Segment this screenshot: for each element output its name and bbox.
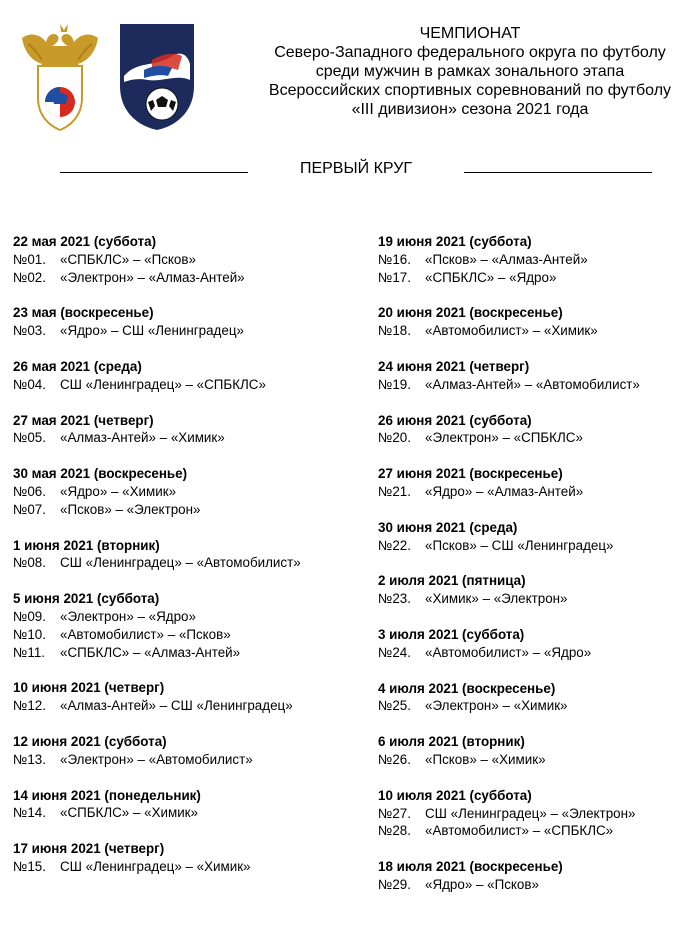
match-date: 26 мая 2021 (среда) [13, 358, 142, 374]
match-date: 2 июля 2021 (пятница) [378, 573, 526, 589]
match-row [13, 751, 358, 769]
match-day [13, 733, 358, 769]
rfs-logo [22, 24, 98, 130]
match-teams: «Электрон» – «Автомобилист» [60, 751, 253, 767]
match-number: №06. [13, 483, 46, 499]
match-date: 5 июня 2021 (суббота) [13, 591, 160, 607]
match-row [378, 876, 693, 894]
match-day [13, 304, 358, 340]
match-date: 24 июня 2021 (четверг) [378, 358, 530, 374]
match-row [13, 858, 358, 876]
match-number: №03. [13, 323, 46, 339]
match-row [378, 269, 693, 287]
match-number: №26. [378, 751, 411, 767]
match-date: 12 июня 2021 (суббота) [13, 733, 167, 749]
match-row [378, 751, 693, 769]
match-teams: СШ «Ленинградец» – «СПБКЛС» [60, 376, 266, 392]
match-day [378, 787, 693, 840]
match-teams: «Псков» – «Химик» [425, 751, 546, 767]
match-teams: «СПБКЛС» – «Химик» [60, 805, 198, 821]
match-number: №08. [13, 555, 46, 571]
match-date: 30 мая 2021 (воскресенье) [13, 466, 188, 482]
title-line-4: Всероссийских спортивных соревнований по футболу [268, 82, 672, 99]
round-heading [60, 160, 652, 180]
match-date: 27 мая 2021 (четверг) [13, 412, 154, 428]
match-teams: «Ядро» – «Химик» [60, 483, 177, 499]
match-row [13, 608, 358, 626]
match-row [13, 501, 358, 519]
match-teams: «Ядро» – «Псков» [425, 876, 539, 892]
match-row [13, 804, 358, 822]
match-teams: «Автомобилист» – «СПБКЛС» [425, 823, 614, 839]
match-teams: СШ «Ленинградец» – «Электрон» [425, 805, 636, 821]
match-date: 30 июня 2021 (среда) [378, 519, 518, 535]
match-day [378, 858, 693, 894]
match-row [378, 590, 693, 608]
match-day [13, 840, 358, 876]
match-day [13, 787, 358, 823]
match-day [378, 358, 693, 394]
match-day [13, 590, 358, 661]
match-date: 3 июля 2021 (суббота) [378, 626, 525, 642]
match-date: 4 июля 2021 (воскресенье) [378, 680, 556, 696]
match-number: №22. [378, 537, 411, 553]
match-date: 10 июня 2021 (четверг) [13, 680, 165, 696]
match-number: №10. [13, 626, 46, 642]
match-day [378, 233, 693, 286]
match-row [13, 697, 358, 715]
match-row [378, 644, 693, 662]
match-teams: СШ «Ленинградец» – «Химик» [60, 858, 251, 874]
match-number: №07. [13, 501, 46, 517]
match-teams: «Ядро» – СШ «Ленинградец» [60, 323, 244, 339]
match-teams: «Электрон» – «СПБКЛС» [425, 430, 583, 446]
match-teams: «Ядро» – «Алмаз-Антей» [425, 483, 584, 499]
match-row [13, 626, 358, 644]
match-number: №02. [13, 269, 46, 285]
championship-title [250, 24, 690, 119]
title-line-2: Северо-Западного федерального округа по футболу [274, 44, 666, 61]
title-line-3: среди мужчин в рамках зонального этапа [315, 63, 625, 80]
match-teams: «Алмаз-Антей» – СШ «Ленинградец» [60, 698, 293, 714]
match-teams: «Псков» – «Алмаз-Антей» [425, 251, 588, 267]
match-number: №15. [13, 858, 46, 874]
match-number: №25. [378, 698, 411, 714]
match-date: 26 июня 2021 (суббота) [378, 412, 532, 428]
match-number: №29. [378, 876, 411, 892]
match-number: №04. [13, 376, 46, 392]
match-day [378, 572, 693, 608]
match-day [13, 465, 358, 518]
match-number: №16. [378, 251, 411, 267]
match-teams: «Электрон» – «Алмаз-Антей» [60, 269, 245, 285]
match-teams: «Автомобилист» – «Химик» [425, 323, 598, 339]
match-row [13, 251, 358, 269]
match-row [378, 822, 693, 840]
match-day [13, 358, 358, 394]
match-date: 14 июня 2021 (понедельник) [13, 787, 201, 803]
schedule-column-left [13, 233, 358, 894]
round-label: ПЕРВЫЙ КРУГ [299, 160, 413, 177]
match-day [378, 465, 693, 501]
match-row [378, 376, 693, 394]
match-number: №14. [13, 805, 46, 821]
match-teams: «Электрон» – «Ядро» [60, 608, 196, 624]
nw-logo [120, 24, 194, 130]
match-day [13, 679, 358, 715]
match-day [13, 233, 358, 286]
match-day [378, 626, 693, 662]
match-row [378, 483, 693, 501]
match-number: №11. [13, 644, 45, 660]
match-teams: СШ «Ленинградец» – «Автомобилист» [60, 555, 301, 571]
match-teams: «Алмаз-Антей» – «Химик» [60, 430, 225, 446]
match-number: №28. [378, 823, 411, 839]
match-date: 22 мая 2021 (суббота) [13, 234, 157, 249]
match-number: №13. [13, 751, 46, 767]
match-number: №01. [13, 251, 46, 267]
match-date: 20 июня 2021 (воскресенье) [378, 305, 563, 321]
match-row [13, 322, 358, 340]
match-date: 19 июня 2021 (суббота) [378, 234, 532, 249]
match-date: 10 июля 2021 (суббота) [378, 787, 532, 803]
match-row [13, 483, 358, 501]
match-number: №18. [378, 323, 411, 339]
match-day [378, 680, 693, 716]
match-day [13, 412, 358, 448]
match-date: 6 июля 2021 (вторник) [378, 734, 525, 750]
match-date: 18 июля 2021 (воскресенье) [378, 859, 563, 875]
match-day [378, 519, 693, 555]
match-teams: «Автомобилист» – «Псков» [60, 626, 231, 642]
match-teams: «СПБКЛС» – «Псков» [60, 251, 196, 267]
match-day [13, 537, 358, 573]
match-day [378, 412, 693, 448]
match-row [13, 376, 358, 394]
match-date: 23 мая (воскресенье) [13, 305, 154, 321]
match-row [378, 537, 693, 555]
match-date: 1 июня 2021 (вторник) [13, 537, 160, 553]
match-row [378, 429, 693, 447]
match-number: №05. [13, 430, 46, 446]
match-row [13, 554, 358, 572]
match-teams: «Автомобилист» – «Ядро» [425, 644, 592, 660]
match-number: №21. [378, 483, 411, 499]
match-number: №20. [378, 430, 411, 446]
divider-right [464, 172, 652, 173]
title-line-1: ЧЕМПИОНАТ [419, 25, 521, 42]
match-teams: «Алмаз-Антей» – «Автомобилист» [425, 376, 640, 392]
match-teams: «Электрон» – «Химик» [425, 698, 568, 714]
match-date: 17 июня 2021 (четверг) [13, 841, 165, 857]
match-date: 27 июня 2021 (воскресенье) [378, 466, 563, 482]
match-teams: «Псков» – «Электрон» [60, 501, 201, 517]
match-row [378, 322, 693, 340]
match-row [13, 429, 358, 447]
title-line-5: «III дивизион» сезона 2021 года [351, 101, 589, 118]
match-day [378, 304, 693, 340]
match-number: №17. [378, 269, 411, 285]
match-teams: «СПБКЛС» – «Алмаз-Антей» [60, 644, 241, 660]
match-teams: «Псков» – СШ «Ленинградец» [425, 537, 614, 553]
match-day [378, 733, 693, 769]
match-row [378, 251, 693, 269]
match-number: №09. [13, 608, 46, 624]
match-row [378, 697, 693, 715]
match-row [378, 805, 693, 823]
match-number: №12. [13, 698, 46, 714]
match-row [13, 644, 358, 662]
match-teams: «Химик» – «Электрон» [425, 591, 568, 607]
match-number: №24. [378, 644, 411, 660]
schedule-column-right [378, 233, 693, 912]
match-number: №23. [378, 591, 411, 607]
match-number: №19. [378, 376, 411, 392]
match-teams: «СПБКЛС» – «Ядро» [425, 269, 557, 285]
match-number: №27. [378, 805, 411, 821]
match-row [13, 269, 358, 287]
logos [12, 16, 202, 131]
